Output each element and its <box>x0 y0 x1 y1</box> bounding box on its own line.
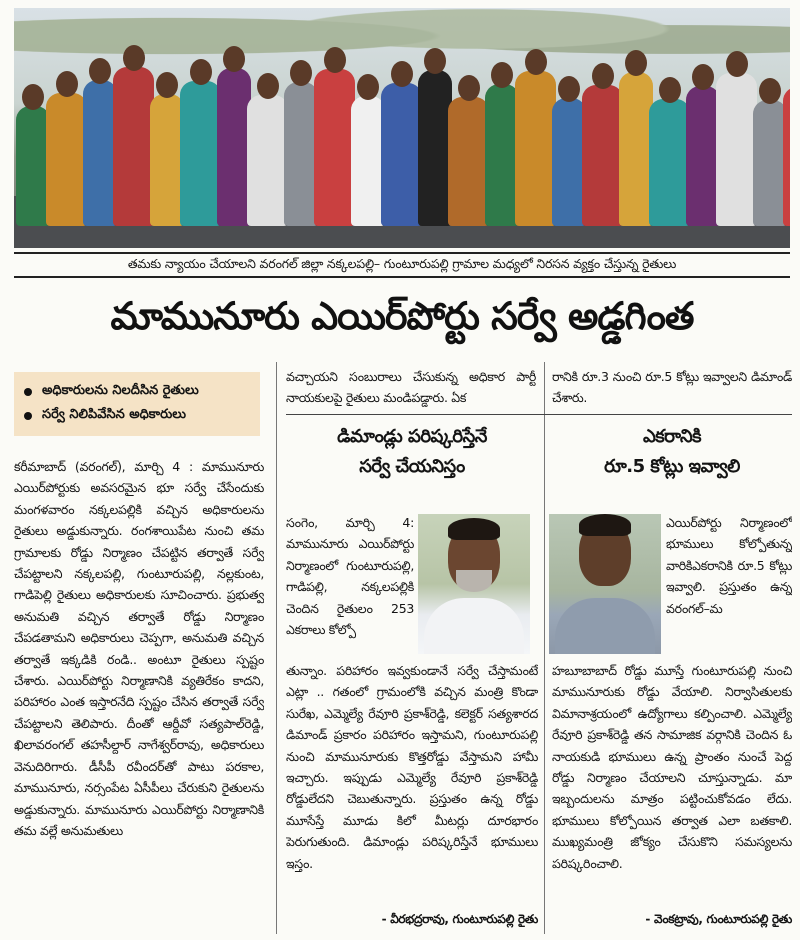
crowd-person <box>247 95 288 226</box>
crowd-person <box>753 100 787 226</box>
portrait-shirt <box>555 598 655 654</box>
story3-credit: - వెంకట్రావు, గుంటూరుపల్లి రైతు <box>645 912 792 926</box>
bullet-icon <box>24 388 32 396</box>
story2-text-a: సంగెం, మార్చి 4: మామునూరు ఎయిర్‌పోర్టు నిర్మాణంలో గుంటూరుపల్లి, గాడిపల్లి, నక్కలపల్లికి చెందిన రైతులం 253 ఎకరాలు కోల్పో <box>286 515 414 638</box>
crowd-person <box>686 86 720 226</box>
crowd-person <box>649 99 690 226</box>
story3-text-b: హబూబాబాద్‌ రోడ్డు మూస్తే గుంటూరుపల్లి నుంచి మామునూరుకు రోడ్డు వేయాలి. నిర్వాసితులకు విమానాశ్రయంలో ఉద్యోగాలు కల్పించాలి. ఎమ్మెల్యే రేవూరి ప్రకాశ్‌రెడ్డి తన సామాజిక వర్గానికి చెందిన ఓ నాయకుడి భూములు ఉన్న ప్రాంతం నుంచే పెద్ద రోడ్డు నిర్మాణం చేయాలని చూస్తున్నాడు. మా ఇబ్బందులను మాత్రం పట్టించుకోవడం లేదు. భూములు కోల్పోయిన తర్వాత ఎలా బతకాలి. ముఖ్యమంత్రి జోక్యం చేసుకొని సమస్యలను పరిష్కరించాలి. <box>552 663 792 871</box>
crowd-person <box>552 98 586 226</box>
farmer-portrait-photo <box>418 514 530 654</box>
crowd-person-head <box>759 78 781 104</box>
crowd-person-head <box>22 84 44 110</box>
crowd-person <box>515 71 556 226</box>
crowd-person-head <box>257 73 279 99</box>
crowd-person-head <box>391 61 413 87</box>
crowd-person <box>485 84 519 226</box>
crowd-person <box>113 67 154 226</box>
story2-heading-line1: డిమాండ్లు పరిష్కరిస్తేనే <box>337 426 487 447</box>
crowd-person-head <box>424 48 446 74</box>
crowd-person-head <box>491 62 513 88</box>
crowd-person-head <box>625 50 647 76</box>
crowd-person-head <box>458 75 480 101</box>
crowd-person <box>582 85 623 226</box>
main-story-text: కరీమాబాద్‌ (వరంగల్‌), మార్చి 4 : మామునూరు ఎయిర్‌పోర్టుకు అవసరమైన భూ సర్వే చేసేందుకు మంగళవారం నక్కలపల్లికి వచ్చిన అధికారులను రైతులు అడ్డుకున్నారు. రంగశాయిపేట నుంచి తమ గ్రామాలకు రోడ్డు నిర్మాణం చేపట్టిన తర్వాతే సర్వే చేపట్టాలని నక్కలపల్లి, గుంటూరుపల్లి, నల్లకుంట, గాడిపెల్లి రైతులు అధికారులకు సూచించారు. ప్రభుత్వ అనుమతి వచ్చిన తర్వాతే రోడ్డు నిర్మాణం చేపడతామని అధికారులు చెప్పగా, అనుమతి వచ్చిన తర్వాతే ఇక్కడికి రండి.. అంటూ రైతులు స్పష్టం చేశారు. ఎయిర్‌పోర్టు నిర్మాణానికి వ్యతిరేకం కాదని, పరిహారం ఎంత ఇస్తారనేది స్పష్టం చేసిన తర్వాతే సర్వే చేపట్టాలని తెలిపారు. దీంతో ఆర్డీవో సత్యపాల్‌రెడ్డి, ఖిలావరంగల్‌ తహసీల్దార్‌ నాగేశ్వర్‌రావు, అధికారులు వెనుదిరిగారు. డీసీపీ రవీందర్‌తో పాటు పరకాల, మామునూరు, నర్సంపేట ఏసీపీలు చేరుకుని రైతులను అడ్డుకున్నారు. మామునూరు ఎయిర్‌పోర్టు నిర్మాణానికి తమ వల్లే అనుమతులు <box>14 459 264 838</box>
crowd-person <box>83 80 117 226</box>
story3-text-a: ఎయిర్‌పోర్టు నిర్మాణంలో భూములు కోల్పోతున్న వారికిఎకరానికి రూ.5 కోట్లు ఇవ్వాలి. ప్రస్తుతం ఉన్న వరంగల్‌–మ <box>666 515 792 616</box>
crowd-person-head <box>156 72 178 98</box>
crowd-person <box>46 93 87 226</box>
crowd-person <box>418 70 452 226</box>
bullet-icon <box>24 412 32 420</box>
portrait-hair <box>448 518 500 540</box>
story3-heading <box>552 422 792 482</box>
crowd-person <box>381 83 422 226</box>
crowd-person-head <box>692 64 714 90</box>
crowd-person <box>619 72 653 226</box>
highlight-item <box>24 380 250 404</box>
crowd-person-head <box>223 46 245 72</box>
crowd-person <box>217 68 251 226</box>
section-divider <box>286 414 792 415</box>
photo-caption: తమకు న్యాయం చేయాలని వరంగల్‌ జిల్లా నక్కలపల్లి– గుంటూరుపల్లి గ్రామాల మధ్యలో నిరసన వ్యక్తం చేస్తున్న రైతులు <box>14 252 790 278</box>
crowd-person-head <box>89 58 111 84</box>
highlight-item <box>24 404 250 428</box>
main-story-continuation: వచ్చాయని సంబురాలు చేసుకున్న అధికార పార్టీ నాయకులపై రైతులు మండిపడ్డారు. ఏక <box>286 369 536 406</box>
highlight-text: అధికారులను నిలదీసిన రైతులు <box>42 383 199 398</box>
crowd-person <box>16 106 50 226</box>
story3-heading-line2: రూ.5 కోట్లు ఇవ్వాలి <box>604 456 740 477</box>
crowd-person-head <box>659 77 681 103</box>
crowd-person-head <box>726 51 748 77</box>
crowd-person-head <box>592 63 614 89</box>
crowd-person <box>716 73 757 226</box>
crowd-person-head <box>123 45 145 71</box>
protest-photo <box>14 8 790 248</box>
column-divider <box>544 362 545 934</box>
crowd-person <box>448 97 489 226</box>
headline: మామునూరు ఎయిర్‌పోర్టు సర్వే అడ్డగింత <box>110 294 694 338</box>
story2-credit: - వీరభద్రరావు, గుంటూరుపల్లి రైతు <box>381 912 538 926</box>
portrait-shirt <box>424 598 524 654</box>
crowd-person-head <box>190 59 212 85</box>
highlight-text: సర్వే నిలిపివేసిన అధికారులు <box>42 407 187 422</box>
column-divider <box>276 362 277 934</box>
crowd-person-head <box>324 47 346 73</box>
crowd-person <box>314 69 355 226</box>
crowd-person <box>284 82 318 226</box>
crowd-person-head <box>357 74 379 100</box>
main-story-continuation-end: రానికి రూ.3 నుంచి రూ.5 కోట్లు ఇవ్వాలని డిమాండ్‌ చేశారు. <box>552 369 792 406</box>
crowd-person-head <box>56 71 78 97</box>
portrait-beard <box>456 570 492 592</box>
crowd-person-head <box>290 60 312 86</box>
crowd-person-head <box>558 76 580 102</box>
crowd-person <box>783 87 790 226</box>
farmer-portrait-photo <box>549 514 661 654</box>
crowd-person <box>351 96 385 226</box>
portrait-hair <box>579 514 631 536</box>
highlights-box <box>14 372 260 436</box>
story3-heading-line1: ఎకరానికి <box>642 426 702 447</box>
crowd-person <box>150 94 184 226</box>
story2-heading-line2: సర్వే చేయనిస్తం <box>359 456 465 477</box>
story2-text-b: తున్నాం. పరిహారం ఇవ్వకుండానే సర్వే చేస్తామంటే ఎట్లా .. గతంలో గ్రామంలోకి వచ్చిన మంత్రి కొండా సురేఖ, ఎమ్మెల్యే రేవూరి ప్రకాశ్‌రెడ్డి, కలెక్టర్‌ సత్యశారద డిమాండ్‌ ప్రకారం పరిహారం ఇస్తామని, గుంటూరుపల్లి నుంచి మామునూరుకు కొత్తరోడ్డు వేస్తామని హామీ ఇచ్చారు. ఇప్పుడు ఎమ్మెల్యే రేవూరి ప్రకాశ్‌రెడ్డి రోడ్డులేదని చెబుతున్నారు. ప్రస్తుతం ఉన్న రోడ్డు మూసేస్తే మూడు కిలో మీటర్లు దూరభారం పెరుగుతుంది. డిమాండ్లు పరిష్కరిస్తేనే భూములు ఇస్తం. <box>286 663 538 871</box>
crowd-person <box>180 81 221 226</box>
story2-heading <box>286 422 538 482</box>
crowd-person-head <box>525 49 547 75</box>
